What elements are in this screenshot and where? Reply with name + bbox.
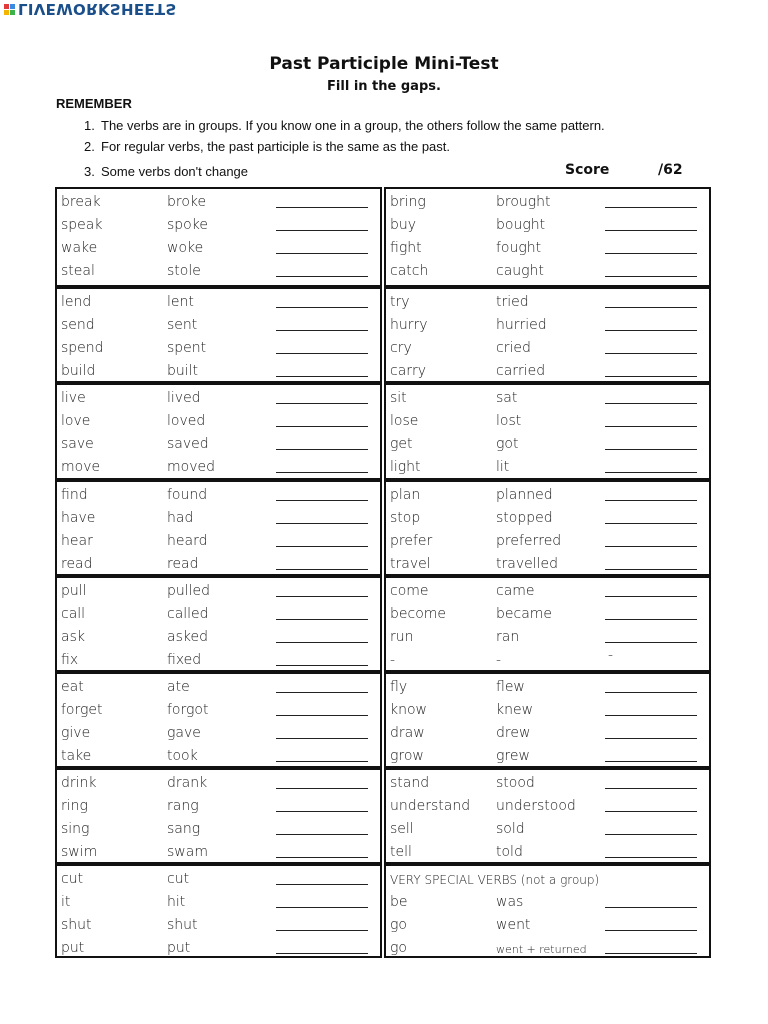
base-verb: fight [390,240,422,256]
past-form: tried [496,294,529,311]
past-participle-blank[interactable] [605,605,697,620]
past-participle-blank[interactable] [276,701,368,716]
verb-row [386,603,709,626]
past-form: read [167,555,199,572]
past-participle-blank[interactable] [276,193,368,208]
base-verb: give [61,725,91,741]
verb-row [57,507,380,530]
base-verb: find [61,486,88,503]
past-form: told [496,844,523,861]
verb-row [57,914,380,937]
verb-row [57,360,380,383]
past-participle-blank[interactable] [605,939,697,954]
base-verb: take [61,748,92,764]
past-form: took [167,748,198,764]
past-form: drew [496,725,531,741]
verb-row [57,745,380,768]
verb-row [386,772,709,795]
base-verb: be [390,894,408,911]
past-participle-blank[interactable] [605,389,697,404]
verb-group [57,381,380,481]
base-verb: ask [61,628,85,645]
base-verb: forget [61,702,103,718]
past-participle-blank[interactable] [605,701,697,716]
past-form: was [496,894,524,911]
verb-row [386,868,709,891]
verb-group [57,766,380,866]
past-participle-blank[interactable] [605,262,697,277]
verb-row [57,868,380,891]
past-participle-blank[interactable] [276,678,368,693]
past-form: ate [167,679,190,695]
past-form: brought [496,194,551,210]
verb-row [57,626,380,649]
base-verb: lose [390,413,419,430]
past-participle-blank[interactable] [276,389,368,404]
base-verb: swim [61,844,98,861]
past-participle-blank[interactable] [605,486,697,501]
verb-row [57,530,380,553]
base-verb: cry [390,340,412,357]
liveworksheets-logo [4,0,177,18]
left-verb-column [55,187,382,958]
rule-text: Some verbs don't change [101,164,249,179]
past-participle-blank[interactable] [276,605,368,620]
past-participle-blank[interactable] [276,582,368,597]
past-participle-blank[interactable] [276,893,368,908]
rule-number: 3. [84,164,95,179]
past-participle-blank[interactable] [605,193,697,208]
verb-row [386,507,709,530]
base-verb: - [390,651,396,668]
past-form: rang [167,798,199,815]
rule-number: 1. [84,118,95,133]
base-verb: stand [390,775,430,792]
base-verb: move [61,459,101,476]
base-verb: run [390,628,414,645]
past-participle-blank[interactable] [276,435,368,450]
past-form: hit [167,894,186,911]
verb-group [386,478,709,578]
past-participle-blank[interactable] [605,509,697,524]
past-participle-blank[interactable] [276,939,368,954]
verb-row [386,626,709,649]
past-participle-blank[interactable] [276,412,368,427]
past-form: heard [167,532,208,549]
rule-number: 2. [84,139,95,154]
verb-row [386,914,709,937]
verb-row [57,484,380,507]
past-form: sat [496,390,518,407]
past-participle-blank[interactable] [276,747,368,762]
verb-row [386,360,709,383]
base-verb: plan [390,486,421,503]
base-verb: speak [61,217,103,233]
past-participle-blank[interactable] [605,435,697,450]
base-verb: spend [61,340,104,357]
verb-row [386,530,709,553]
past-form: built [167,363,199,380]
past-participle-blank[interactable] [605,555,697,570]
past-form: knew [496,702,534,718]
base-verb: travel [390,555,431,572]
base-verb: tell [390,844,412,861]
past-participle-blank[interactable] [605,774,697,789]
verb-row [57,841,380,864]
past-form: understood [496,798,576,815]
past-form: lent [167,294,194,311]
verb-row [57,191,380,214]
past-participle-blank[interactable] [605,532,697,547]
base-verb: steal [61,263,95,279]
verb-row [386,260,709,283]
base-verb: wake [61,240,98,256]
past-participle-blank[interactable] [276,293,368,308]
base-verb: live [61,390,86,407]
base-verb: shut [61,917,92,934]
past-form: lived [167,390,201,407]
verb-row [386,191,709,214]
base-verb: read [61,555,93,572]
remember-heading: REMEMBER [56,96,132,111]
past-form: became [496,605,553,622]
verb-group [386,285,709,385]
past-form: asked [167,628,208,645]
base-verb: stop [390,509,421,526]
past-participle-blank[interactable] [276,916,368,931]
verb-row [57,214,380,237]
past-participle-blank[interactable] [276,216,368,231]
past-participle-blank[interactable] [605,916,697,931]
verb-row [57,795,380,818]
past-participle-blank[interactable] [276,628,368,643]
verb-row [386,337,709,360]
verb-row [57,260,380,283]
past-form: loved [167,413,206,430]
past-form: shut [167,917,198,934]
past-form: drank [167,775,208,792]
past-participle-blank[interactable] [276,651,368,666]
verb-row [386,795,709,818]
verb-row [57,237,380,260]
past-form: caught [496,263,544,279]
past-form: stopped [496,509,553,526]
base-verb: hurry [390,317,428,334]
past-form: stole [167,263,201,279]
verb-row [57,314,380,337]
base-verb: put [61,940,85,957]
past-participle-blank[interactable] [276,820,368,835]
past-form: broke [167,194,207,210]
past-form: stood [496,775,535,792]
base-verb: come [390,582,429,599]
verb-row [57,337,380,360]
base-verb: become [390,605,447,622]
past-form: cried [496,340,531,357]
past-form: had [167,509,194,526]
verb-row [57,649,380,672]
base-verb: sing [61,821,90,838]
past-form: pulled [167,582,211,599]
past-participle-blank[interactable] [605,628,697,643]
verb-row [386,410,709,433]
base-verb: go [390,917,407,934]
past-form: sold [496,821,525,838]
verb-group [386,574,709,674]
past-form: carried [496,363,546,380]
base-verb: buy [390,217,417,233]
verb-group [57,189,380,285]
past-form: - [496,651,502,668]
past-participle-blank[interactable] [605,362,697,377]
verb-row [386,818,709,841]
past-form: travelled [496,555,559,572]
base-verb: fix [61,651,79,668]
past-participle-blank[interactable] [276,797,368,812]
past-form: came [496,582,535,599]
past-participle-blank[interactable] [276,486,368,501]
past-form: ran [496,628,520,645]
past-form: flew [496,679,525,695]
verb-row [57,553,380,576]
base-verb: break [61,194,101,210]
verb-row [386,433,709,456]
past-form: put [167,940,191,957]
verb-row [57,410,380,433]
verb-row [386,646,709,672]
verb-group [57,478,380,578]
verb-row [57,580,380,603]
past-participle-blank[interactable] [605,316,697,331]
base-verb: save [61,436,94,453]
verb-group [386,381,709,481]
past-participle-blank[interactable] [605,412,697,427]
past-form: sang [167,821,201,838]
past-participle-blank[interactable] [605,339,697,354]
verb-group [57,574,380,674]
past-participle-blank[interactable] [276,724,368,739]
base-verb: know [390,702,427,718]
past-participle-blank[interactable] [276,458,368,473]
verb-row [386,580,709,603]
base-verb: love [61,413,91,430]
base-verb: drink [61,775,97,792]
past-participle-blank[interactable] [605,293,697,308]
past-form: spoke [167,217,208,233]
past-form: grew [496,748,530,764]
past-participle-blank[interactable] [276,339,368,354]
verb-group [57,285,380,385]
base-verb: build [61,363,96,380]
past-participle-blank[interactable] [276,870,368,885]
verb-row [386,237,709,260]
base-verb: eat [61,679,84,695]
past-participle-blank[interactable] [605,678,697,693]
verb-row [57,699,380,722]
rule-item [84,139,450,154]
verb-group [386,189,709,285]
verb-group [386,766,709,866]
base-verb: draw [390,725,425,741]
past-participle-blank[interactable] [276,555,368,570]
verb-group [57,670,380,770]
base-verb: try [390,294,410,311]
past-participle-blank[interactable] [276,509,368,524]
past-participle-blank[interactable] [276,239,368,254]
verb-row [57,291,380,314]
page-subtitle: Fill in the gaps. [327,79,441,94]
base-verb: prefer [390,532,433,549]
verb-row [57,676,380,699]
past-form: lit [496,459,510,476]
verb-row [386,722,709,745]
logo-text: LIVEWORKSHEETS [18,0,177,18]
verb-row [386,745,709,768]
base-verb: it [61,894,71,911]
rule-item [84,164,248,179]
past-form: sent [167,317,198,334]
past-form: forgot [167,702,209,718]
past-form: fought [496,240,542,256]
logo-squares-icon [4,4,15,15]
verb-row [57,603,380,626]
past-participle-blank[interactable] [605,724,697,739]
verb-group [57,862,380,962]
verb-row [57,891,380,914]
page-title: Past Participle Mini-Test [269,54,499,74]
base-verb: fly [390,679,408,695]
base-verb: pull [61,582,87,599]
verb-row [386,676,709,699]
past-participle-blank[interactable] [605,582,697,597]
verb-row [386,291,709,314]
past-participle-blank[interactable] [605,797,697,812]
past-participle-blank[interactable] [605,239,697,254]
past-form: gave [167,725,201,741]
base-verb: hear [61,532,93,549]
rule-item [84,118,605,133]
verb-row [57,937,380,960]
right-verb-column [384,187,711,958]
base-verb: call [61,605,86,622]
past-participle-blank[interactable] [605,216,697,231]
rule-text: For regular verbs, the past participle is the same as the past. [101,139,451,154]
verb-row [386,484,709,507]
past-form: called [167,605,209,622]
verb-row [386,553,709,576]
verb-row [386,891,709,914]
past-form: swam [167,844,208,861]
verb-row [386,314,709,337]
past-form: lost [496,413,522,430]
verb-row [386,699,709,722]
base-verb: carry [390,363,427,380]
past-participle-blank[interactable] [605,458,697,473]
base-verb: lend [61,294,92,311]
verb-row [57,772,380,795]
base-verb: send [61,317,95,334]
verb-row [57,722,380,745]
score-total: /62 [658,162,683,178]
past-participle-blank[interactable] [276,262,368,277]
base-verb: sell [390,821,414,838]
verb-row [386,456,709,479]
past-form: hurried [496,317,547,334]
past-form: bought [496,217,546,233]
past-participle-blank[interactable] [605,893,697,908]
base-verb: get [390,436,413,453]
score-label: Score [565,162,610,178]
participle-dash: - [608,646,614,663]
past-form: planned [496,486,553,503]
base-verb: light [390,459,421,476]
past-form: moved [167,459,215,476]
base-verb: bring [390,194,426,210]
special-verbs-note: VERY SPECIAL VERBS (not a group) [390,873,600,888]
verb-group [386,670,709,770]
past-participle-blank[interactable] [605,820,697,835]
past-participle-blank[interactable] [605,843,697,858]
past-form: saved [167,436,209,453]
past-form: went [496,917,531,934]
base-verb: ring [61,798,88,815]
past-participle-blank[interactable] [276,316,368,331]
verb-row [386,214,709,237]
past-form: went + returned [496,943,587,957]
verb-group [386,862,709,962]
past-form: preferred [496,532,562,549]
past-participle-blank[interactable] [276,843,368,858]
past-form: fixed [167,651,202,668]
past-form: woke [167,240,204,256]
verb-row [57,456,380,479]
base-verb: grow [390,748,424,764]
base-verb: sit [390,390,407,407]
verb-row [386,387,709,410]
verb-row [57,433,380,456]
base-verb: cut [61,871,84,888]
verb-row [386,937,709,960]
past-form: spent [167,340,207,357]
verb-row [57,818,380,841]
base-verb: catch [390,263,429,279]
base-verb: understand [390,798,471,815]
verb-row [57,387,380,410]
past-form: got [496,436,519,453]
past-form: found [167,486,208,503]
past-participle-blank[interactable] [276,362,368,377]
verb-row [386,841,709,864]
rule-text: The verbs are in groups. If you know one in a group, the others follow the same pattern. [101,118,605,133]
base-verb: go [390,940,407,957]
base-verb: have [61,509,96,526]
past-participle-blank[interactable] [276,532,368,547]
past-participle-blank[interactable] [276,774,368,789]
past-form: cut [167,871,190,888]
past-participle-blank[interactable] [605,747,697,762]
